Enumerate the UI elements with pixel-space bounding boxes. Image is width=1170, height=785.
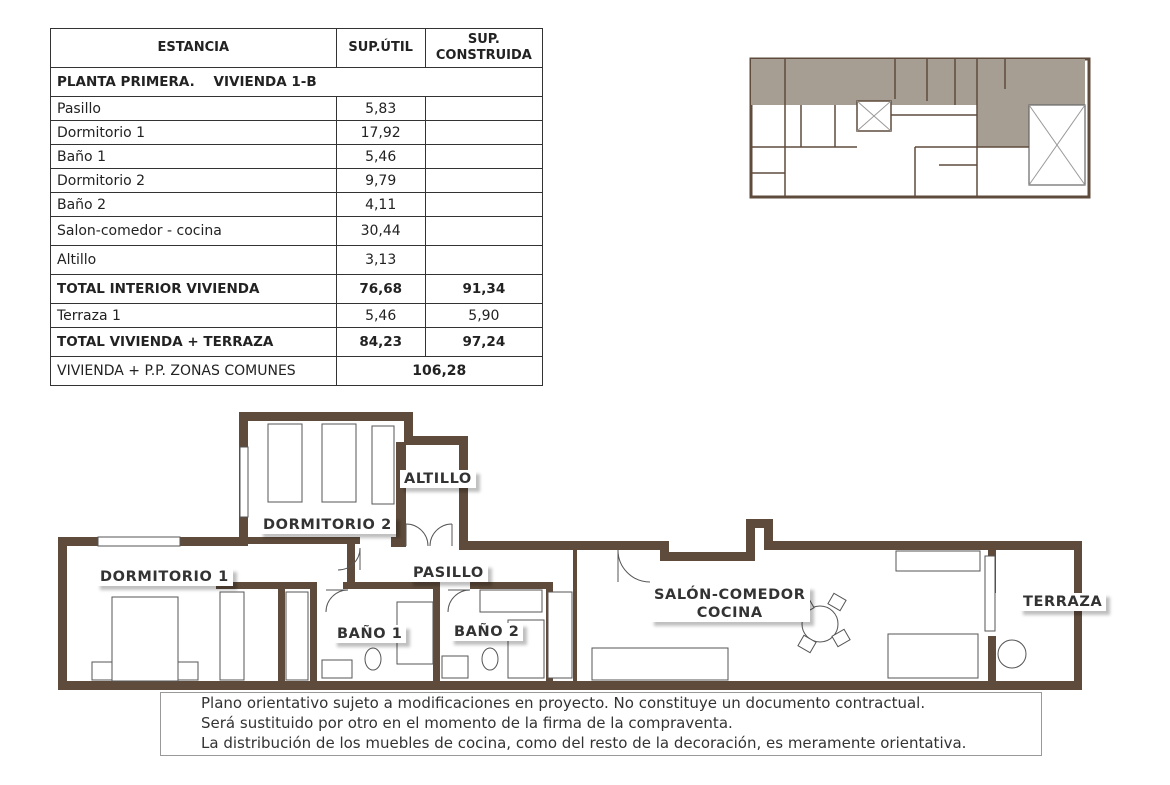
- comunes-label: VIVIENDA + P.P. ZONAS COMUNES: [51, 357, 337, 386]
- toilet: [482, 648, 498, 670]
- total-terraza-label: TOTAL VIVIENDA + TERRAZA: [51, 328, 337, 357]
- wall: [433, 582, 440, 686]
- room-name: Altillo: [51, 246, 337, 275]
- header-estancia: ESTANCIA: [51, 29, 337, 68]
- wall: [347, 537, 355, 587]
- sofa: [888, 634, 978, 678]
- wall: [988, 636, 996, 686]
- wardrobe: [220, 592, 244, 680]
- room-sup-util: 17,92: [336, 121, 425, 145]
- room-sup-util: 5,46: [336, 145, 425, 169]
- total-terraza-construida: 97,24: [425, 328, 542, 357]
- section-title: PLANTA PRIMERA. VIVIENDA 1-B: [51, 68, 543, 97]
- terraza-util: 5,46: [336, 304, 425, 328]
- round-table: [998, 640, 1026, 668]
- wall: [573, 548, 577, 683]
- comunes-value: 106,28: [336, 357, 542, 386]
- room-name: Baño 1: [51, 145, 337, 169]
- header-sup-construida: SUP. CONSTRUIDA: [425, 29, 542, 68]
- bed-double: [112, 597, 178, 681]
- room-label-altillo: ALTILLO: [400, 470, 476, 488]
- room-name: Salon-comedor - cocina: [51, 217, 337, 246]
- room-label-bano-2: BAÑO 2: [450, 623, 523, 641]
- room-label-terraza: TERRAZA: [1019, 593, 1106, 611]
- wardrobe: [372, 426, 394, 504]
- room-sup-util: 5,83: [336, 97, 425, 121]
- terraza-construida: 5,90: [425, 304, 542, 328]
- room-label-bano-1: BAÑO 1: [333, 625, 406, 643]
- wall: [459, 436, 468, 548]
- total-interior-util: 76,68: [336, 275, 425, 304]
- sink: [442, 656, 468, 678]
- terraza-name: Terraza 1: [51, 304, 337, 328]
- salon-label-line2: COCINA: [696, 605, 763, 621]
- room-label-pasillo: PASILLO: [409, 564, 488, 582]
- header-sup-util: SUP.ÚTIL: [336, 29, 425, 68]
- wall: [404, 436, 468, 445]
- wall: [239, 412, 413, 421]
- wall: [396, 442, 406, 547]
- disclaimer-line: Será sustituido por otro en el momento de la firma de la compraventa.: [201, 714, 733, 732]
- wall: [459, 541, 669, 550]
- disclaimer-box: [160, 692, 1042, 756]
- wall: [343, 582, 433, 589]
- wall: [660, 552, 755, 561]
- toilet: [365, 648, 381, 670]
- salon-label-line1: SALÓN-COMEDOR: [654, 587, 806, 603]
- room-sup-util: 3,13: [336, 246, 425, 275]
- total-interior-label: TOTAL INTERIOR VIVIENDA: [51, 275, 337, 304]
- kitchen-column: [548, 592, 572, 678]
- wardrobe: [480, 590, 542, 612]
- wardrobe: [286, 592, 308, 680]
- room-label-salon-comedor-cocina: [650, 586, 810, 622]
- room-sup-util: 30,44: [336, 217, 425, 246]
- wall: [278, 582, 285, 686]
- room-label-dormitorio-1: DORMITORIO 1: [96, 568, 233, 586]
- wall: [470, 582, 546, 589]
- bed-single: [322, 424, 356, 502]
- room-name: Pasillo: [51, 97, 337, 121]
- sideboard: [896, 551, 980, 571]
- room-sup-util: 9,79: [336, 169, 425, 193]
- total-terraza-util: 84,23: [336, 328, 425, 357]
- disclaimer-line: La distribución de los muebles de cocina, como del resto de la decoración, es meramente orientativa.: [201, 734, 967, 752]
- furniture: [92, 424, 1026, 681]
- room-label-dormitorio-2: DORMITORIO 2: [259, 516, 396, 534]
- wall: [1074, 541, 1082, 690]
- disclaimer-line: Plano orientativo sujeto a modificaciones en proyecto. No constituye un documento contractual.: [201, 694, 926, 712]
- kitchen-counter: [592, 648, 728, 680]
- total-interior-construida: 91,34: [425, 275, 542, 304]
- room-name: Baño 2: [51, 193, 337, 217]
- room-name: Dormitorio 2: [51, 169, 337, 193]
- wall: [310, 582, 317, 686]
- wall: [764, 541, 1082, 550]
- wall: [58, 681, 1082, 690]
- room-sup-util: 4,11: [336, 193, 425, 217]
- wall: [248, 537, 360, 544]
- bed-single: [268, 424, 302, 502]
- sink: [322, 660, 352, 678]
- room-name: Dormitorio 1: [51, 121, 337, 145]
- wall: [58, 537, 67, 690]
